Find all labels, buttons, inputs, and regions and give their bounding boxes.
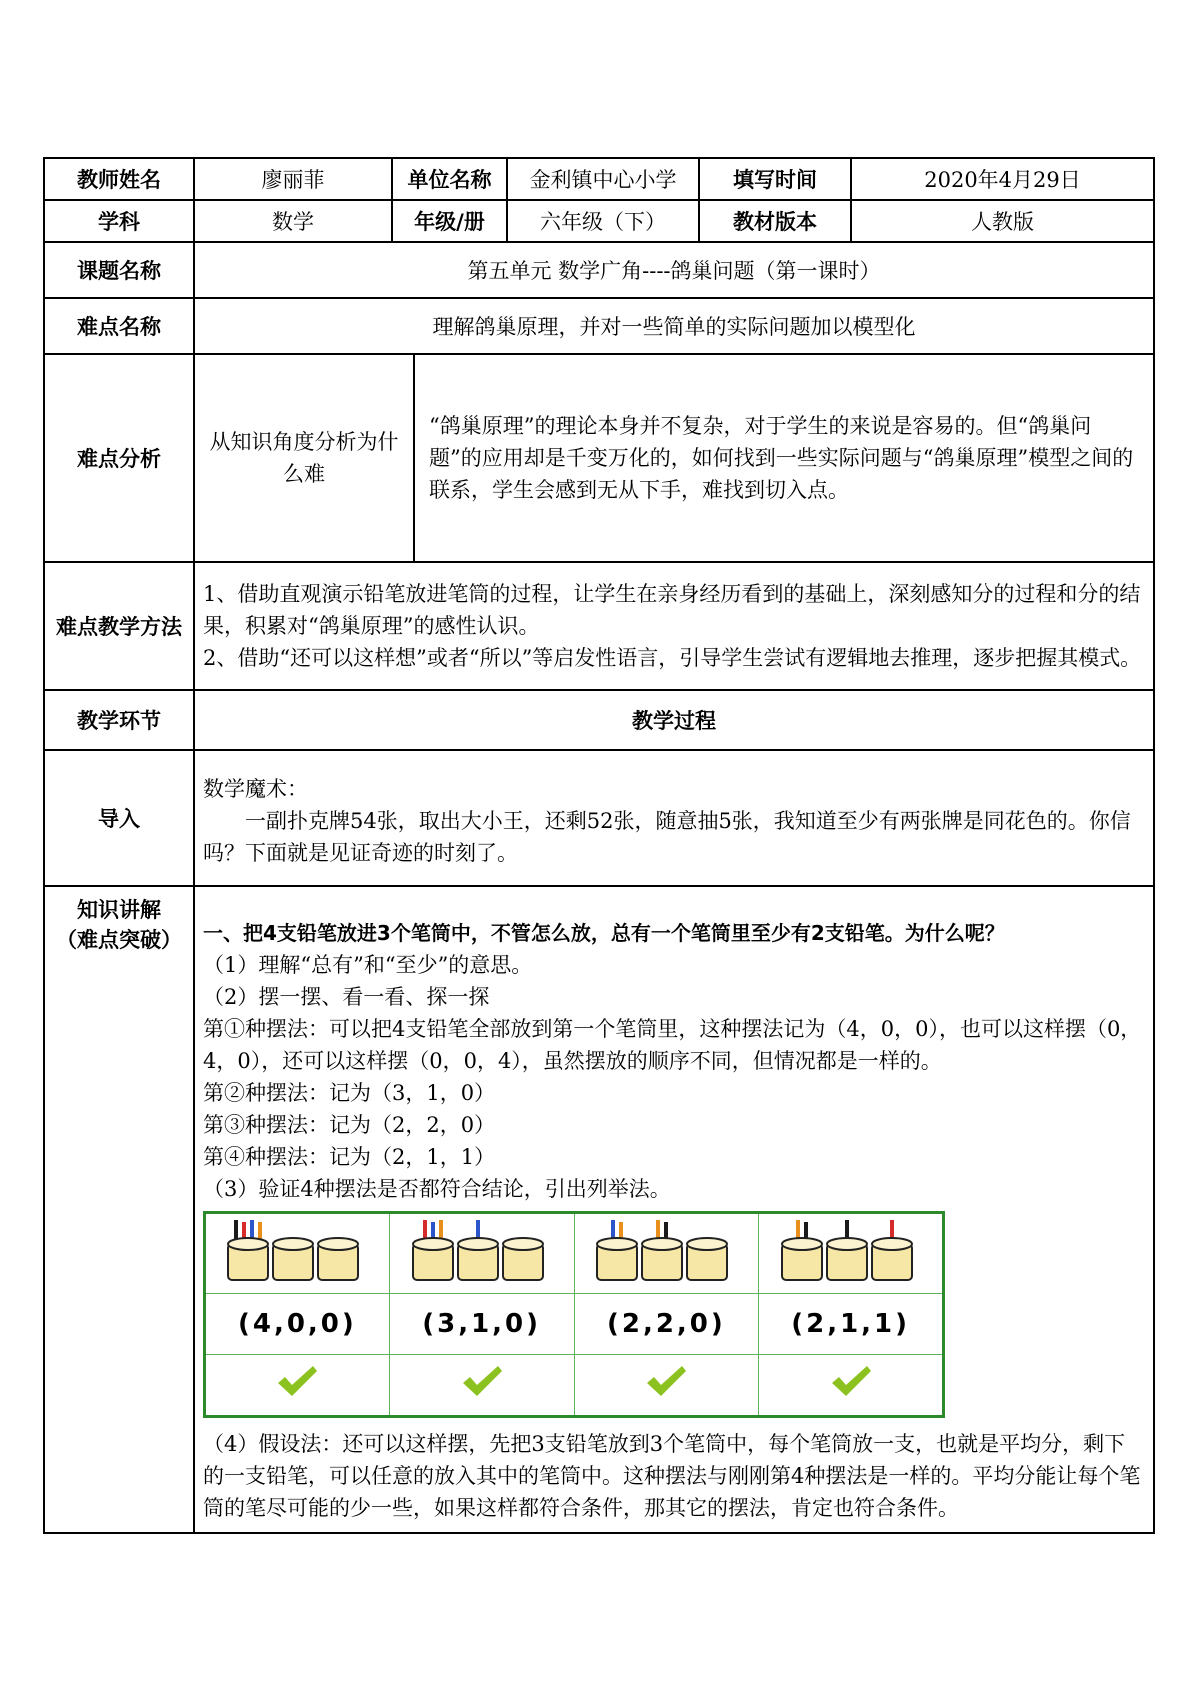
process-left-label: 教学环节 bbox=[44, 690, 194, 750]
subject-label: 学科 bbox=[44, 200, 194, 242]
tuple-label: (2,2,0) bbox=[574, 1294, 759, 1355]
method-row bbox=[44, 562, 1154, 690]
date-value: 2020年4月29日 bbox=[851, 158, 1154, 200]
lesson-plan-table bbox=[43, 157, 1155, 1534]
unit-label: 单位名称 bbox=[392, 158, 507, 200]
date-label: 填写时间 bbox=[699, 158, 851, 200]
tuple-label: (2,1,1) bbox=[759, 1294, 944, 1355]
topic-value: 第五单元 数学广角----鸽巢问题（第一课时） bbox=[194, 242, 1154, 298]
topic-label: 课题名称 bbox=[44, 242, 194, 298]
knowledge-label: 知识讲解 bbox=[77, 898, 161, 922]
analysis-inner-table bbox=[195, 355, 1153, 561]
intro-cell bbox=[194, 750, 1154, 886]
pencil-cup-rim bbox=[782, 1238, 822, 1250]
tuple-label: (3,1,0) bbox=[389, 1294, 574, 1355]
pencil-cup-rim bbox=[872, 1238, 912, 1250]
knowledge-label-cell bbox=[44, 886, 194, 1533]
edition-value: 人教版 bbox=[851, 200, 1154, 242]
pencil-cup-rim bbox=[458, 1238, 498, 1250]
checkmark-icon bbox=[275, 1363, 319, 1399]
topic-row bbox=[44, 242, 1154, 298]
knowledge-way-2: 第②种摆法：记为（3，1，0） bbox=[203, 1081, 496, 1105]
check-row bbox=[205, 1355, 944, 1417]
knowledge-step-4: （4）假设法：还可以这样摆，先把3支铅笔放到3个笔筒中，每个笔筒放一支，也就是平均分，剩下的一支铅笔，可以任意的放入其中的笔筒中。这种摆法与刚刚第4种摆法是一样的。平均分能让每个笔筒的笔尽可能的少一些，如果这样都符合条件，那其它的摆法，肯定也符合条件。 bbox=[203, 1432, 1141, 1520]
analysis-row bbox=[44, 354, 1154, 562]
enumeration-figure bbox=[203, 1211, 945, 1418]
knowledge-step-2: （2）摆一摆、看一看、探一探 bbox=[203, 985, 490, 1009]
analysis-text: “鸽巢原理”的理论本身并不复杂，对于学生的来说是容易的。但“鸽巢问题”的应用却是千变万化的，如何找到一些实际问题与“鸽巢原理”模型之间的联系，学生会感到无从下手，难找到切入点。 bbox=[429, 414, 1134, 502]
tuple-label: (4,0,0) bbox=[205, 1294, 390, 1355]
cups-cell bbox=[574, 1213, 759, 1294]
difficulty-label: 难点名称 bbox=[44, 298, 194, 354]
lesson-plan-sheet bbox=[43, 157, 1153, 1534]
knowledge-cell bbox=[194, 886, 1154, 1533]
analysis-label: 难点分析 bbox=[44, 354, 194, 562]
cups-row bbox=[205, 1213, 944, 1294]
grade-label: 年级/册 bbox=[392, 200, 507, 242]
process-right-label: 教学过程 bbox=[194, 690, 1154, 750]
method-label: 难点教学方法 bbox=[44, 562, 194, 690]
pencil-cup-rim bbox=[413, 1238, 453, 1250]
edition-label: 教材版本 bbox=[699, 200, 851, 242]
intro-row bbox=[44, 750, 1154, 886]
cups-cell bbox=[205, 1213, 390, 1294]
checkmark-icon bbox=[460, 1363, 504, 1399]
method-item-2: 2、借助“还可以这样想”或者“所以”等启发性语言，引导学生尝试有逻辑地去推理，逐步把握其模式。 bbox=[203, 646, 1142, 670]
pencil-cup-rim bbox=[642, 1238, 682, 1250]
tuple-row bbox=[205, 1294, 944, 1355]
subject-value: 数学 bbox=[194, 200, 392, 242]
teacher-label: 教师姓名 bbox=[44, 158, 194, 200]
grade-value: 六年级（下） bbox=[507, 200, 699, 242]
pencil-cups-illustration bbox=[776, 1214, 926, 1284]
pencil-cup-rim bbox=[228, 1238, 268, 1250]
knowledge-row bbox=[44, 886, 1154, 1533]
checkmark-icon bbox=[829, 1363, 873, 1399]
difficulty-value: 理解鸽巢原理，并对一些简单的实际问题加以模型化 bbox=[194, 298, 1154, 354]
knowledge-way-1: 第①种摆法：可以把4支铅笔全部放到第一个笔筒里，这种摆法记为（4，0，0），也可以这样摆（0，4，0），还可以这样摆（0，0，4），虽然摆放的顺序不同，但情况都是一样的。 bbox=[203, 1017, 1142, 1073]
pencil-cup-rim bbox=[503, 1238, 543, 1250]
process-header-row bbox=[44, 690, 1154, 750]
header-row-2 bbox=[44, 200, 1154, 242]
pencil-cup-rim bbox=[318, 1238, 358, 1250]
analysis-cell bbox=[194, 354, 1154, 562]
header-row-1 bbox=[44, 158, 1154, 200]
teacher-name: 廖丽菲 bbox=[194, 158, 392, 200]
difficulty-row bbox=[44, 298, 1154, 354]
pencil-cups-illustration bbox=[222, 1214, 372, 1284]
intro-title: 数学魔术： bbox=[203, 777, 308, 801]
cups-cell bbox=[389, 1213, 574, 1294]
intro-label: 导入 bbox=[44, 750, 194, 886]
knowledge-way-4: 第④种摆法：记为（2，1，1） bbox=[203, 1145, 496, 1169]
method-cell bbox=[194, 562, 1154, 690]
method-item-1: 1、借助直观演示铅笔放进笔筒的过程，让学生在亲身经历看到的基础上，深刻感知分的过程和分的结果，积累对“鸽巢原理”的感性认识。 bbox=[203, 582, 1141, 638]
pencil-cups-illustration bbox=[591, 1214, 741, 1284]
intro-text: 一副扑克牌54张，取出大小王，还剩52张，随意抽5张，我知道至少有两张牌是同花色的。你信吗？下面就是见证奇迹的时刻了。 bbox=[203, 809, 1131, 865]
pencil-cup-rim bbox=[827, 1238, 867, 1250]
knowledge-step-1: （1）理解“总有”和“至少”的意思。 bbox=[203, 953, 533, 977]
knowledge-step-3: （3）验证4种摆法是否都符合结论，引出列举法。 bbox=[203, 1177, 671, 1201]
pencil-cup-rim bbox=[687, 1238, 727, 1250]
unit-name: 金利镇中心小学 bbox=[507, 158, 699, 200]
knowledge-heading: 一、把4支铅笔放进3个笔筒中，不管怎么放，总有一个笔筒里至少有2支铅笔。为什么呢？ bbox=[203, 921, 1005, 945]
checkmark-icon bbox=[644, 1363, 688, 1399]
cups-cell bbox=[759, 1213, 944, 1294]
pencil-cup-rim bbox=[273, 1238, 313, 1250]
pencil-cup-rim bbox=[597, 1238, 637, 1250]
knowledge-way-3: 第③种摆法：记为（2，2，0） bbox=[203, 1113, 496, 1137]
knowledge-sublabel: （难点突破） bbox=[56, 928, 182, 952]
pencil-cups-illustration bbox=[407, 1214, 557, 1284]
analysis-sub-label: 从知识角度分析为什么难 bbox=[195, 355, 414, 561]
